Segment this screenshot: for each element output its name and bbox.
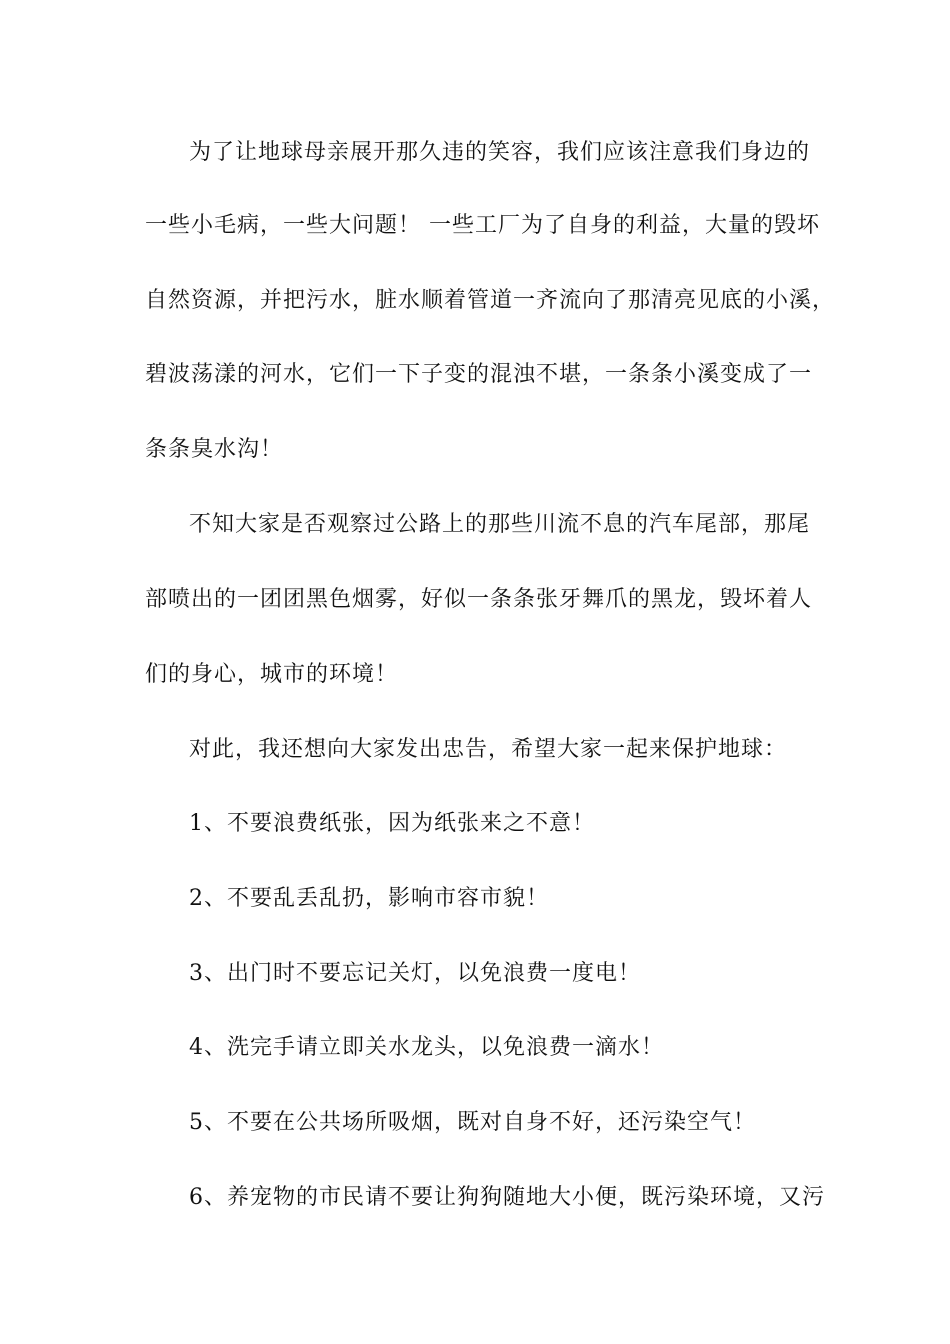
text-line-5: 条条臭水沟！ xyxy=(145,437,284,462)
text-line-7: 部喷出的一团团黑色烟雾，好似一条条张牙舞爪的黑龙，毁坏着人 xyxy=(145,587,813,612)
text-line-8: 们的身心，城市的环境！ xyxy=(145,662,399,687)
list-item-3: 3、出门时不要忘记关灯，以免浪费一度电！ xyxy=(189,961,641,986)
text-line-3: 自然资源，并把污水，脏水顺着管道一齐流向了那清亮见底的小溪， xyxy=(145,288,836,313)
text-line-6: 不知大家是否观察过公路上的那些川流不息的汽车尾部，那尾 xyxy=(189,512,811,537)
list-item-2: 2、不要乱丢乱扔，影响市容市貌！ xyxy=(189,886,549,911)
text-line-4: 碧波荡漾的河水，它们一下子变的混浊不堪，一条条小溪变成了一 xyxy=(145,362,813,387)
list-item-4: 4、洗完手请立即关水龙头，以免浪费一滴水！ xyxy=(189,1035,664,1060)
text-line-2: 一些小毛病，一些大问题！ 一些工厂为了自身的利益，大量的毁坏 xyxy=(145,213,820,238)
text-line-1: 为了让地球母亲展开那久违的笑容，我们应该注意我们身边的 xyxy=(189,140,811,165)
list-item-6: 6、养宠物的市民请不要让狗狗随地大小便，既污染环境，又污 xyxy=(189,1185,825,1210)
list-item-5: 5、不要在公共场所吸烟，既对自身不好，还污染空气！ xyxy=(189,1110,756,1135)
list-item-1: 1、不要浪费纸张，因为纸张来之不意！ xyxy=(189,811,595,836)
text-line-9: 对此，我还想向大家发出忠告，希望大家一起来保护地球： xyxy=(189,737,788,762)
